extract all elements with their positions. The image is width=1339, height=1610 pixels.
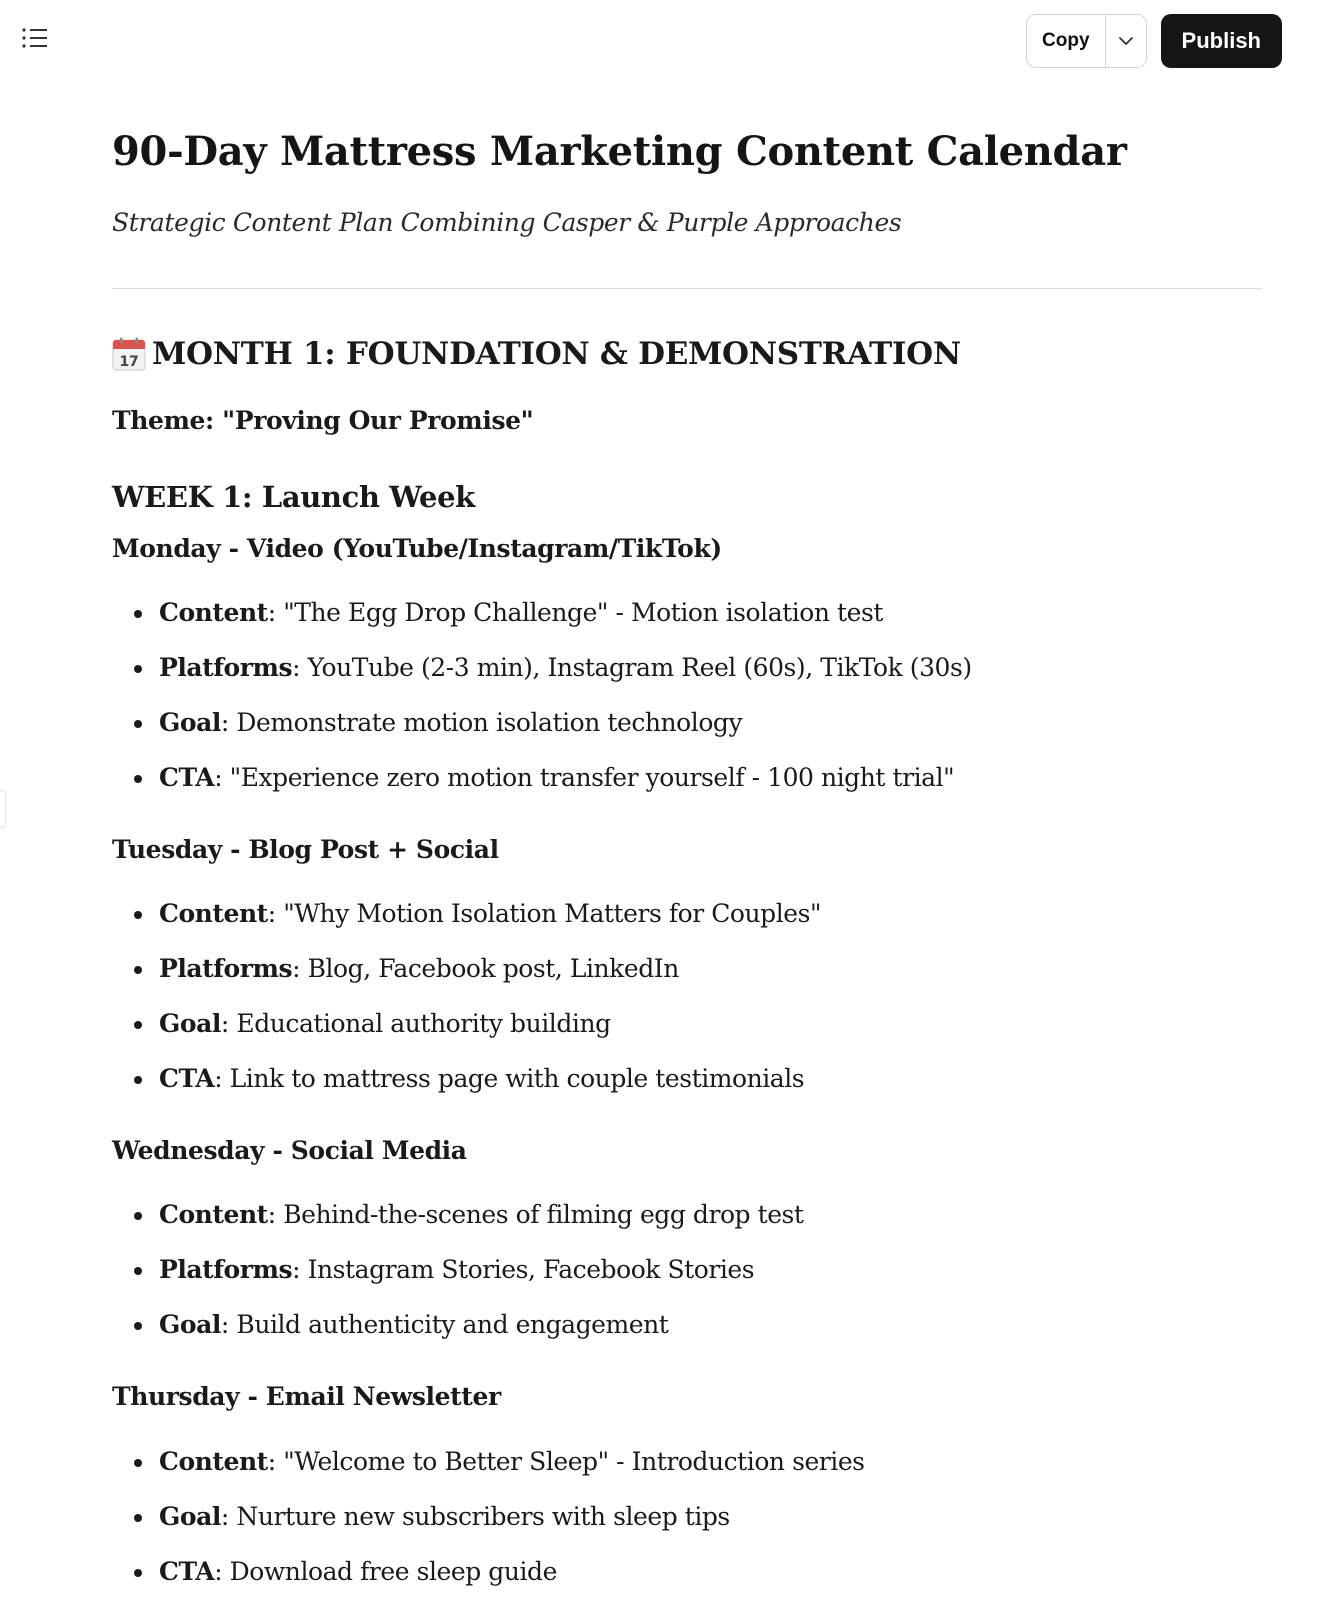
copy-button[interactable]: Copy xyxy=(1042,30,1090,51)
list-item-key: Platforms xyxy=(159,653,293,682)
list-item-key: Goal xyxy=(159,708,221,737)
list-item xyxy=(112,1500,865,1555)
day-heading-thursday: Thursday - Email Newsletter xyxy=(112,1382,501,1411)
publish-button[interactable]: Publish xyxy=(1161,14,1282,68)
page-subtitle: Strategic Content Plan Combining Casper & Purple Approaches xyxy=(112,208,902,237)
list-item xyxy=(112,897,821,952)
month-heading xyxy=(112,336,961,372)
list-item-key: CTA xyxy=(159,1064,215,1093)
day-heading-tuesday: Tuesday - Blog Post + Social xyxy=(112,835,499,864)
list-item-text: : "Experience zero motion transfer yourself - 100 night trial" xyxy=(214,763,955,792)
list-item xyxy=(112,1555,865,1610)
list-item-key: CTA xyxy=(159,1557,215,1586)
toolbar xyxy=(1026,14,1282,68)
theme-line: Theme: "Proving Our Promise" xyxy=(112,406,534,435)
list-item-text: : "Why Motion Isolation Matters for Couples" xyxy=(267,899,822,928)
list-item xyxy=(112,952,821,1007)
month-heading-text: MONTH 1: FOUNDATION & DEMONSTRATION xyxy=(152,336,961,372)
day-heading-wednesday: Wednesday - Social Media xyxy=(112,1136,467,1165)
list-item-key: Content xyxy=(159,899,268,928)
list-item-text: : Download free sleep guide xyxy=(214,1557,557,1586)
list-item-text: : Build authenticity and engagement xyxy=(220,1310,669,1339)
list-item xyxy=(112,706,972,761)
copy-options-dropdown[interactable] xyxy=(1105,15,1146,67)
list-item-text: : Educational authority building xyxy=(220,1009,611,1038)
list-item-text: : Blog, Facebook post, LinkedIn xyxy=(292,954,679,983)
table-of-contents-button[interactable] xyxy=(20,26,52,56)
list-item-text: : Link to mattress page with couple testimonials xyxy=(214,1064,805,1093)
list-item-text: : "Welcome to Better Sleep" - Introduction series xyxy=(267,1447,865,1476)
list-item-text: : Behind-the-scenes of filming egg drop test xyxy=(267,1200,804,1229)
list-item-key: Content xyxy=(159,598,268,627)
list-item-key: Platforms xyxy=(159,1255,293,1284)
list-item xyxy=(112,761,972,816)
list-item xyxy=(112,1253,804,1308)
list-item-text: : Demonstrate motion isolation technology xyxy=(220,708,743,737)
day-heading-monday: Monday - Video (YouTube/Instagram/TikTok) xyxy=(112,534,722,563)
divider xyxy=(112,288,1262,289)
list-item xyxy=(112,1007,821,1062)
list-item-key: Content xyxy=(159,1200,268,1229)
list-item-text: : YouTube (2-3 min), Instagram Reel (60s), TikTok (30s) xyxy=(292,653,972,682)
list-icon xyxy=(20,26,52,56)
calendar-icon xyxy=(112,337,146,371)
list-item xyxy=(112,1062,821,1117)
svg-text:17: 17 xyxy=(119,354,139,370)
list-item-text: : "The Egg Drop Challenge" - Motion isolation test xyxy=(267,598,883,627)
list-item xyxy=(112,596,972,651)
list-item-key: Goal xyxy=(159,1310,221,1339)
page-title: 90-Day Mattress Marketing Content Calendar xyxy=(112,128,1127,175)
list-item xyxy=(112,1308,804,1363)
list-item-key: Goal xyxy=(159,1009,221,1038)
list-item xyxy=(112,651,972,706)
thursday-list xyxy=(112,1445,865,1610)
copy-button-group xyxy=(1026,14,1147,68)
list-item-key: Content xyxy=(159,1447,268,1476)
tuesday-list xyxy=(112,897,821,1117)
wednesday-list xyxy=(112,1198,804,1363)
monday-list xyxy=(112,596,972,816)
week-heading: WEEK 1: Launch Week xyxy=(112,480,475,514)
list-item xyxy=(112,1198,804,1253)
list-item-text: : Instagram Stories, Facebook Stories xyxy=(292,1255,755,1284)
list-item-text: : Nurture new subscribers with sleep tips xyxy=(220,1502,730,1531)
list-item-key: Goal xyxy=(159,1502,221,1531)
list-item-key: Platforms xyxy=(159,954,293,983)
side-panel-handle[interactable] xyxy=(0,790,6,828)
list-item-key: CTA xyxy=(159,763,215,792)
chevron-down-icon xyxy=(1118,36,1134,46)
list-item xyxy=(112,1445,865,1500)
